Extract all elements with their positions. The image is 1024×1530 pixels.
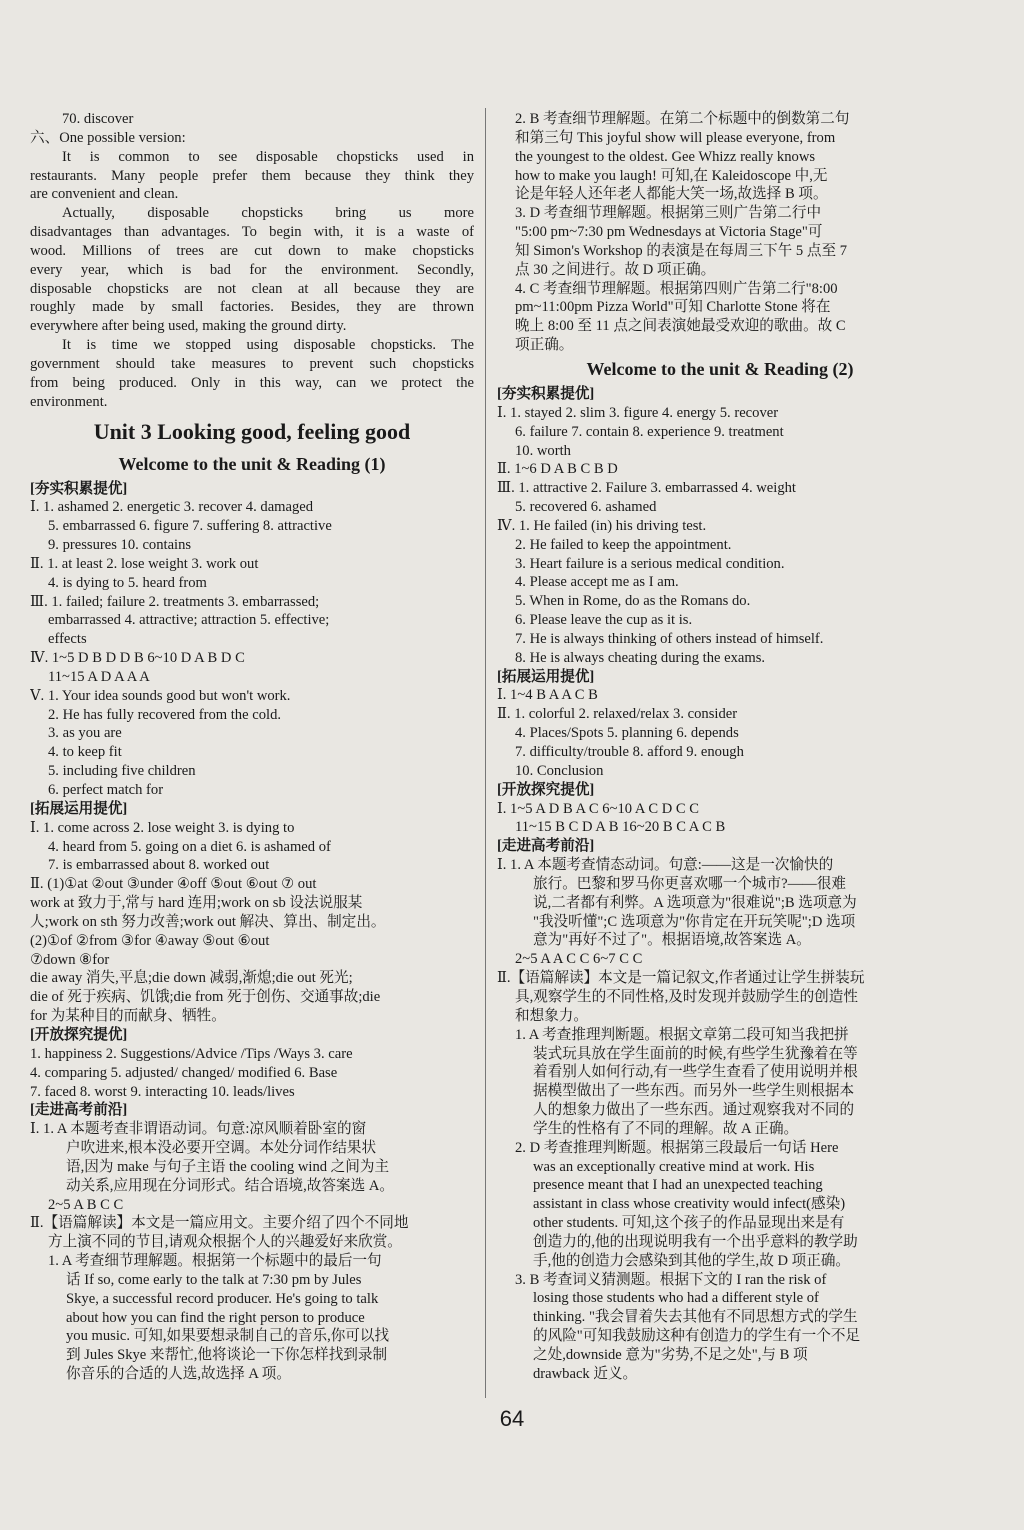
answer-line: drawback 近义。 — [533, 1365, 638, 1382]
answer-line: 8. He is always cheating during the exams. — [515, 649, 766, 666]
essay-line: every year, which is bad for the environment. Secondly, — [30, 261, 474, 278]
answer-line: Ⅱ.【语篇解读】本文是一篇记叙文,作者通过让学生拼装玩 — [497, 970, 865, 987]
essay-line: government should take measures to prevent such chopsticks — [30, 355, 474, 372]
answer-line: 6. Please leave the cup as it is. — [515, 612, 693, 629]
answer-line: 2. He failed to keep the appointment. — [515, 536, 732, 553]
answer-line: (2)①of ②from ③for ④away ⑤out ⑥out — [30, 932, 270, 949]
answer-line: 6. perfect match for — [48, 782, 164, 798]
answer-line: losing those students who had a different style of — [533, 1290, 819, 1307]
answer-line: about how you can find the right person to produce — [66, 1309, 365, 1326]
answer-line: 装式玩具放在学生面前的时候,有些学生犹豫着在等 — [533, 1045, 858, 1062]
answer-line: 7. He is always thinking of others instead of himself. — [515, 630, 824, 647]
section-box-label: [走进高考前沿] — [30, 1102, 128, 1119]
answer-line: Ⅴ. 1. Your idea sounds good but won't work. — [30, 687, 291, 704]
essay-line: It is common to see disposable chopsticks used in — [62, 148, 474, 165]
answer-line: 说,二者都有利弊。A 选项意为"很难说";B 选项意为 — [533, 894, 857, 911]
answer-line: 2~5 A A C C 6~7 C C — [515, 951, 643, 968]
answer-line: 创造力的,他的出现说明我有一个出乎意料的教学助 — [533, 1233, 858, 1250]
page-number: 64 — [499, 1406, 525, 1431]
answer-line: 2. B 考查细节理解题。在第二个标题中的倒数第二句 — [515, 111, 850, 127]
answer-line: 4. is dying to 5. heard from — [48, 574, 207, 591]
answer-line: 的风险"可知我鼓励这种有创造力的学生有一个不足 — [533, 1328, 861, 1345]
answer-line: 4. comparing 5. adjusted/ changed/ modified 6. Base — [30, 1064, 338, 1081]
unit-title: Unit 3 Looking good, feeling good — [93, 418, 411, 444]
answer-line: 6. failure 7. contain 8. experience 9. treatment — [515, 423, 784, 440]
answer-line: 5. including five children — [48, 763, 196, 780]
answer-line: for 为某种目的而献身、牺牲。 — [30, 1008, 226, 1025]
answer-line: Ⅰ. 1~5 A D B A C 6~10 A C D C C — [497, 800, 700, 817]
right-column — [497, 110, 943, 1384]
answer-line: die of 死于疾病、饥饿;die from 死于创伤、交通事故;die — [30, 989, 381, 1006]
answer-line: Ⅳ. 1. He failed (in) his driving test. — [497, 517, 707, 534]
answer-line: 和想象力。 — [515, 1007, 588, 1024]
answer-line: pm~11:00pm Pizza World"可知 Charlotte Stone 将在 — [515, 299, 831, 316]
answer-line: Ⅰ. 1. A 本题考查非谓语动词。句意:凉风顺着卧室的窗 — [30, 1121, 367, 1138]
answer-line: 你音乐的合适的人选,故选择 A 项。 — [66, 1366, 291, 1383]
answer-line: Ⅱ. 1. at least 2. lose weight 3. work out — [30, 555, 259, 572]
answer-line: 之处,downside 意为"劣势,不足之处",与 B 项 — [533, 1347, 808, 1363]
answer-line: 3. D 考查细节理解题。根据第三则广告第二行中 — [515, 205, 822, 222]
answer-line: effects — [48, 631, 87, 648]
essay-line: everywhere after being used, making the ground dirty. — [30, 318, 347, 335]
answer-line: Ⅱ. 1~6 D A B C B D — [497, 461, 618, 478]
answer-line: 3. Heart failure is a serious medical condition. — [515, 555, 785, 572]
answer-line: other students. 可知,这个孩子的作品显现出来是有 — [533, 1215, 845, 1232]
answer-line: 2~5 A B C C — [48, 1196, 124, 1213]
answer-line: 旅行。巴黎和罗马你更喜欢哪一个城市?——很难 — [533, 875, 846, 892]
answer-line: 7. faced 8. worst 9. interacting 10. leads/lives — [30, 1083, 295, 1100]
answer-line: 4. C 考查细节理解题。根据第四则广告第二行"8:00 — [515, 280, 838, 297]
section-box-label: [走进高考前沿] — [497, 838, 595, 855]
answer-line: ⑦down ⑧for — [30, 951, 110, 968]
answer-line: Ⅲ. 1. attractive 2. Failure 3. embarrassed 4. weight — [497, 480, 796, 497]
answer-line: 9. pressures 10. contains — [48, 537, 192, 554]
answer-line: 着看别人如何行动,有一些学生查看了使用说明并根 — [533, 1064, 858, 1081]
answer-line: 10. Conclusion — [515, 762, 604, 779]
answer-line: 学生的性格有了不同的理解。故 A 正确。 — [533, 1120, 799, 1137]
answer-line: how to make you laugh! 可知,在 Kaleidoscope 中,无 — [515, 167, 828, 184]
section-box-label: [开放探究提优] — [30, 1026, 128, 1043]
answer-line: Ⅱ. (1)①at ②out ③under ④off ⑤out ⑥out ⑦ out — [30, 876, 317, 893]
essay-line: restaurants. Many people prefer them because they think they — [30, 167, 474, 184]
answer-line: Ⅰ. 1. stayed 2. slim 3. figure 4. energy 5. recover — [497, 404, 779, 421]
section-title: Welcome to the unit & Reading (1) — [118, 453, 386, 474]
answer-line: 70. discover — [62, 111, 134, 127]
answer-line: 人;work on sth 努力改善;work out 解决、算出、制定出。 — [30, 913, 386, 930]
answer-line: Ⅰ. 1. come across 2. lose weight 3. is dying to — [30, 819, 295, 836]
left-column — [30, 110, 474, 1384]
answer-line: 2. D 考查推理判断题。根据第三段最后一句话 Here — [515, 1139, 839, 1156]
answer-line: 方上演不同的节目,请观众根据个人的兴趣爱好来欣赏。 — [48, 1234, 402, 1251]
answer-line: embarrassed 4. attractive; attraction 5. effective; — [48, 612, 330, 629]
answer-line: 3. as you are — [48, 725, 122, 742]
answer-line: 话 If so, come early to the talk at 7:30 pm by Jules — [66, 1271, 362, 1288]
answer-line: 1. A 考查推理判断题。根据文章第二段可知当我把拼 — [515, 1026, 849, 1043]
answer-line: 4. Places/Spots 5. planning 6. depends — [515, 725, 739, 742]
answer-line: Ⅰ. 1~4 B A A C B — [497, 687, 598, 704]
answer-line: 具,观察学生的不同性格,及时发现并鼓励学生的创造性 — [515, 988, 858, 1005]
answer-line: 11~15 A D A A A — [48, 668, 150, 685]
answer-line: assistant in class whose creativity would infect(感染) — [533, 1196, 846, 1213]
answer-line: 5. When in Rome, do as the Romans do. — [515, 593, 751, 610]
essay-line: environment. — [30, 393, 108, 410]
answer-line: 2. He has fully recovered from the cold. — [48, 706, 282, 723]
answer-line: "我没听懂";C 选项意为"你肯定在开玩笑呢";D 选项 — [533, 913, 856, 930]
answer-line: work at 致力于,常与 hard 连用;work on sb 设法说服某 — [30, 895, 363, 912]
essay-line: disadvantages than advantages. To begin with, it is a waste of — [30, 224, 474, 241]
answer-line: 晚上 8:00 至 11 点之间表演她最受欢迎的歌曲。故 C — [515, 318, 846, 335]
answer-line: 5. recovered 6. ashamed — [515, 499, 657, 516]
answer-line: 7. difficulty/trouble 8. afford 9. enough — [515, 744, 744, 760]
answer-line: thinking. "我会冒着失去其他有不同思想方式的学生 — [533, 1309, 858, 1326]
essay-line: It is time we stopped using disposable chopsticks. The — [62, 337, 474, 354]
answer-line: 动关系,应用现在分词形式。结合语境,故答案选 A。 — [66, 1177, 394, 1194]
answer-line: 到 Jules Skye 来帮忙,他将谈论一下你怎样找到录制 — [66, 1347, 388, 1364]
answer-line: 1. happiness 2. Suggestions/Advice /Tips /Ways 3. care — [30, 1045, 353, 1062]
essay-line: wood. Millions of trees are cut down to make chopsticks — [30, 242, 474, 259]
answer-line: 7. is embarrassed about 8. worked out — [48, 857, 270, 874]
answer-line: 4. heard from 5. going on a diet 6. is ashamed of — [48, 838, 331, 855]
essay-line: are convenient and clean. — [30, 186, 179, 203]
section-box-label: [开放探究提优] — [497, 781, 595, 798]
answer-line: 六、One possible version: — [30, 129, 186, 146]
answer-line: the youngest to the oldest. Gee Whizz really knows — [515, 148, 816, 165]
answer-line: 4. Please accept me as I am. — [515, 574, 679, 591]
answer-line: 点 30 之间进行。故 D 项正确。 — [515, 261, 716, 278]
essay-line: roughly made by small factories. Besides, they are thrown — [30, 299, 474, 316]
column-divider — [485, 108, 486, 1398]
answer-line: 11~15 B C D A B 16~20 B C A C B — [515, 819, 726, 836]
section-box-label: [夯实积累提优] — [497, 385, 595, 402]
section-box-label: [拓展运用提优] — [30, 800, 128, 817]
answer-line: 4. to keep fit — [48, 744, 122, 761]
answer-line: was an exceptionally creative mind at work. His — [533, 1158, 815, 1175]
essay-line: disposable chopsticks are not clean at all because they are — [30, 280, 474, 297]
essay-line: Actually, disposable chopsticks bring us more — [62, 205, 474, 222]
answer-line: 户吹进来,根本没必要开空调。本处分词作结果状 — [66, 1140, 377, 1157]
answer-line: "5:00 pm~7:30 pm Wednesdays at Victoria Stage"可 — [515, 224, 823, 241]
answer-line: 10. worth — [515, 442, 571, 459]
answer-line: die away 消失,平息;die down 减弱,渐熄;die out 死光; — [30, 970, 353, 987]
answer-line: Skye, a successful record producer. He's going to talk — [66, 1290, 379, 1307]
section-box-label: [拓展运用提优] — [497, 668, 595, 685]
answer-line: Ⅲ. 1. failed; failure 2. treatments 3. embarrassed; — [30, 593, 320, 610]
answer-line: 意为"再好不过了"。根据语境,故答案选 A。 — [533, 932, 811, 949]
answer-line: 5. embarrassed 6. figure 7. suffering 8. attractive — [48, 518, 332, 535]
answer-line: Ⅱ.【语篇解读】本文是一篇应用文。主要介绍了四个不同地 — [30, 1215, 409, 1232]
answer-line: 和第三句 This joyful show will please everyone, from — [515, 129, 836, 146]
answer-line: 知 Simon's Workshop 的表演是在每周三下午 5 点至 7 — [515, 242, 847, 259]
section-title: Welcome to the unit & Reading (2) — [586, 358, 854, 379]
essay-line: from being produced. Only in this way, can we protect the — [30, 374, 474, 391]
answer-line: Ⅳ. 1~5 D B D D B 6~10 D A B D C — [30, 650, 245, 667]
answer-line: 语,因为 make 与句子主语 the cooling wind 之间为主 — [66, 1158, 390, 1175]
answer-line: 手,他的创造力会感染到其他的学生,故 D 项正确。 — [533, 1252, 851, 1269]
answer-line: presence meant that I had an unexpected teaching — [533, 1177, 823, 1194]
answer-line: Ⅰ. 1. ashamed 2. energetic 3. recover 4. damaged — [30, 499, 314, 516]
section-box-label: [夯实积累提优] — [30, 480, 128, 497]
answer-line: 1. A 考查细节理解题。根据第一个标题中的最后一句 — [48, 1253, 382, 1270]
answer-line: 人的想象力做出了一些东西。通过观察我对不同的 — [533, 1102, 855, 1119]
answer-line: Ⅱ. 1. colorful 2. relaxed/relax 3. consider — [497, 706, 738, 723]
answer-line: 项正确。 — [515, 337, 574, 354]
answer-line: 据模型做出了一些东西。而另外一些学生则根据本 — [533, 1083, 855, 1100]
answer-line: Ⅰ. 1. A 本题考查情态动词。句意:——这是一次愉快的 — [497, 857, 834, 874]
answer-line: you music. 可知,如果要想录制自己的音乐,你可以找 — [66, 1328, 390, 1345]
answer-line: 3. B 考查词义猜测题。根据下文的 I ran the risk of — [515, 1271, 827, 1288]
answer-line: 论是年轻人还年老人都能大笑一场,故选择 B 项。 — [515, 186, 828, 203]
